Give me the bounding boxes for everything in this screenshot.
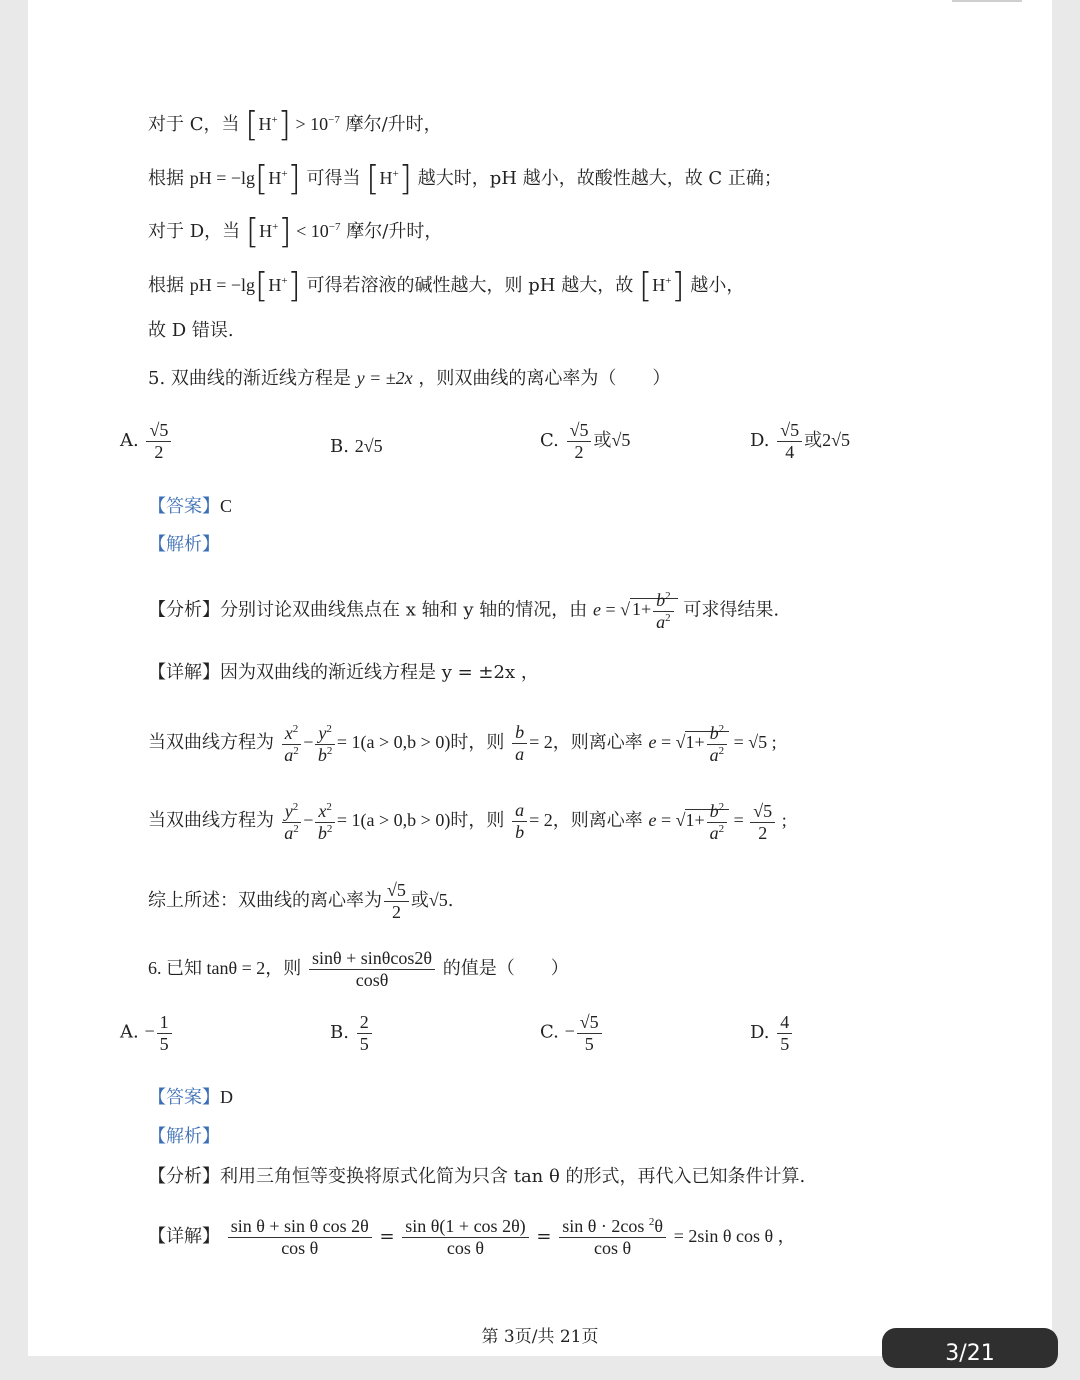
text: ，则双曲线的离心率为（ ） [418,368,671,389]
text: 利用三角恒等变换将原式化简为只含 tan θ 的形式，再代入已知条件计算. [220,1166,806,1187]
text: 因为双曲线的渐近线方程是 y = ±2x ， [220,662,539,683]
text: 可求得结果. [683,599,780,621]
option-label: A. [120,1021,139,1043]
fenxi-tag: 【分析】 [148,599,220,621]
text: 6. 已知 tanθ = 2，则 [148,958,302,979]
analysis-tag: 【解析】 [148,1126,220,1147]
q5-option-c: C. $\frac{√5}{2}$ 或√5 [540,420,631,462]
text: 或 [410,890,429,912]
text: = 2sin θ cos θ ， [673,1226,796,1247]
text: 越小， [690,275,745,296]
text: 当双曲线方程为 [148,810,274,832]
xiangjie-tag: 【详解】 [148,662,220,683]
q6-option-a: A. − $\frac{1}{5}$ [120,1012,174,1054]
q5-fenxi: 【分析】分别讨论双曲线焦点在 x 轴和 y 轴的情况，由 e = √ 1+ $\frac{b^2}{a^2}$ 可求得结果. [148,590,780,632]
q5-case-1: 当双曲线方程为 $\frac{x^2}{a^2}$ − $\frac{y^2}{b^2}$ = 1(a > 0,b > 0)时，则 $\frac{b}{a}$ = 2，则离心率 e = √1+ $\frac{b^2}{a^2}$ = √5 ; [148,722,777,765]
text: 故 D 错误. [148,320,234,341]
q5-analysis-heading [148,536,220,554]
text-line-c-conclusion: 根据 pH = −lg[H+] 可得当 [H+] 越大时，pH 越小，故酸性越大，故 C 正确； [148,159,782,199]
text: = 2，则离心率 [529,810,643,831]
text-line-c-condition: 对于 C，当 $[H^+] > 10^{-7}$ 摩尔/升时， [148,105,442,145]
divider [952,0,1022,2]
page-indicator[interactable]: 3/21 [882,1328,1058,1368]
text: 5. 双曲线的渐近线方程是 [148,368,351,389]
text: . [447,890,454,912]
text: 分别讨论双曲线焦点在 x 轴和 y 轴的情况，由 [220,599,588,621]
q5-option-d: D. $\frac{√5}{4}$ 或2√5 [750,420,851,462]
text: 摩尔/升时， [345,114,442,135]
text: 对于 D，当 [148,221,241,242]
text-line-d-condition: 对于 D，当 $[H^+] < 10^{-7}$ 摩尔/升时， [148,212,443,252]
option-label: A. [120,430,139,452]
q6-fenxi [148,1168,805,1186]
text: 综上所述：双曲线的离心率为 [148,890,382,912]
text: 根据 [148,275,184,296]
text: 对于 C，当 [148,114,240,135]
option-value: 2√5 [354,436,383,456]
q5-summary: 综上所述：双曲线的离心率为 $\frac{√5}{2}$ 或√5. [148,880,454,922]
answer-value: D [220,1087,233,1107]
q6-answer [148,1088,233,1107]
q6-option-b: B. $\frac{2}{5}$ [330,1012,374,1054]
page-footer: 第 3页/共 21页 [481,1327,599,1347]
q5-answer [148,497,232,516]
q6-option-c: C. − $\frac{√5}{5}$ [540,1012,604,1054]
option-label: B. [330,436,349,457]
option-label: B. [330,1022,349,1044]
text: 当双曲线方程为 [148,732,274,754]
equation: y = ±2x [356,368,413,388]
q5-xiangjie [148,664,539,682]
question-5-stem [148,369,670,388]
text: 可得若溶液的碱性越大，则 pH 越大，故 [306,275,634,296]
q6-option-d: D. $\frac{4}{5}$ [750,1012,794,1054]
text-line-d-reasoning: 根据 pH = −lg[H+] 可得若溶液的碱性越大，则 pH 越大，故 [H+] 越小， [148,266,745,306]
document-page [28,0,1052,1356]
text: 的值是（ ） [442,958,569,980]
text: 摩尔/升时， [346,221,443,242]
q6-analysis-heading [148,1128,220,1146]
q5-option-b [330,436,383,457]
text: 或 [593,430,612,452]
analysis-tag: 【解析】 [148,534,220,555]
q5-case-2: 当双曲线方程为 $\frac{y^2}{a^2}$ − $\frac{x^2}{b^2}$ = 1(a > 0,b > 0)时，则 $\frac{a}{b}$ = 2，则离心率 e = √1+ $\frac{b^2}{a^2}$ = $\frac{√5}{2}$ ; [148,800,787,843]
text: = 2，则离心率 [529,732,643,753]
option-label: D. [750,430,770,452]
q5-option-a: A. $\frac{√5}{2}$ [120,420,173,462]
q6-xiangjie: 【详解】 $\frac{\text{sin θ + sin θ cos 2θ}}{\text{cos θ}}$ = $\frac{\text{sin θ(1 + cos 2θ)}}{\text{cos θ}}$ = $\frac{\sin \theta \cdot 2\cos ^2\theta}{\text{cos θ}}$ = 2sin θ cos θ ， [148,1216,796,1258]
text: = 1(a > 0,b > 0)时，则 [336,810,505,831]
answer-value: C [220,496,233,516]
option-label: C. [540,1021,559,1043]
answer-tag: 【答案】 [148,496,220,517]
option-label: C. [540,430,559,452]
xiangjie-tag: 【详解】 [148,1226,220,1248]
option-label: D. [750,1022,770,1044]
text: 或 [804,430,823,452]
text: = 1(a > 0,b > 0)时，则 [336,732,505,753]
text: 越大时，pH 越小，故酸性越大，故 C 正确； [417,168,782,189]
text: 可得当 [306,168,361,189]
question-6-stem: 6. 已知 tanθ = 2，则 $\frac{\sin\theta + \sin\theta\cos 2\theta}{\cos\theta}$ 的值是（ ） [148,948,569,990]
fenxi-tag: 【分析】 [148,1166,220,1187]
answer-tag: 【答案】 [148,1087,220,1108]
text-line-d-conclusion [148,322,234,340]
text: 根据 [148,168,184,189]
